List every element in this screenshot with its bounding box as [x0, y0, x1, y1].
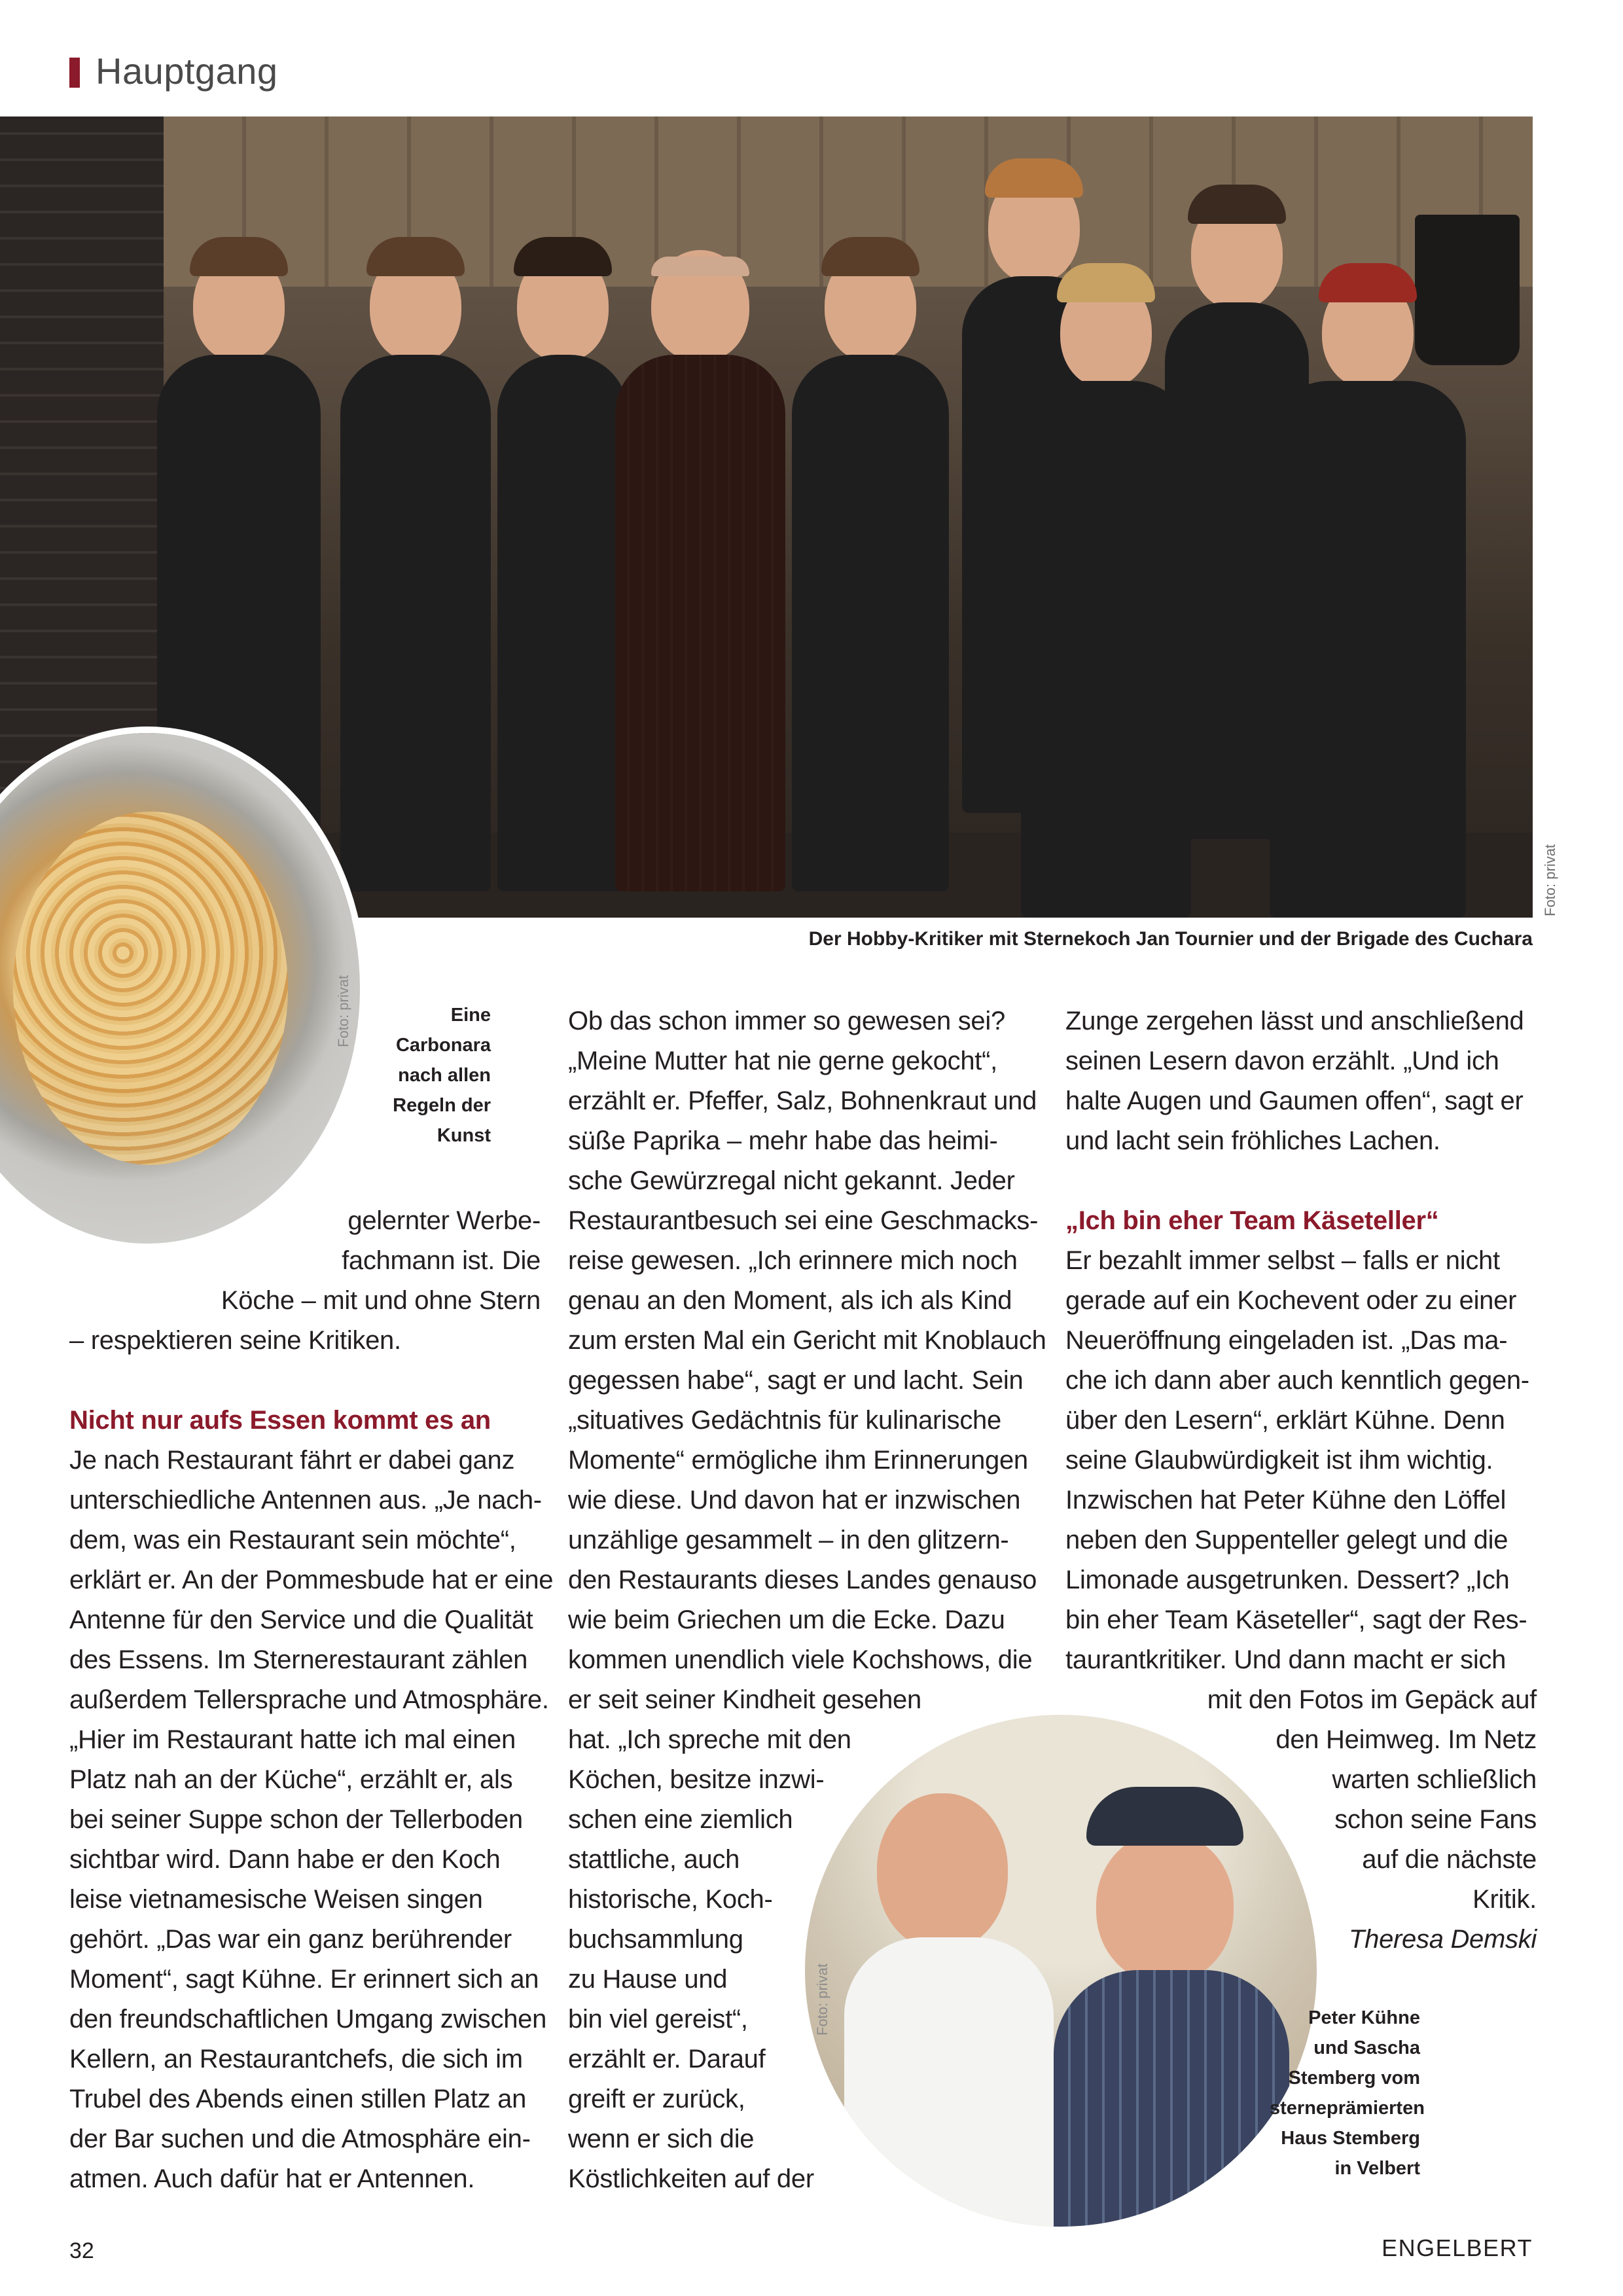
text-line: den Heimweg. Im Netz	[1275, 1725, 1537, 1754]
text-line: erzählt er. Darauf	[568, 2045, 766, 2073]
text-line: leise vietnamesische Weisen singen	[69, 1885, 483, 1914]
text-line: gelernter Werbe-	[348, 1206, 541, 1235]
text-line: Kritik.	[1472, 1885, 1537, 1914]
text-line: historische, Koch-	[568, 1885, 773, 1914]
text-line: warten schließlich	[1332, 1765, 1537, 1794]
person-figure	[340, 237, 491, 891]
caption-line: Stemberg vom	[1288, 2068, 1420, 2089]
text-line	[1065, 1161, 1537, 1201]
hero-photo-credit: Foto: privat	[1542, 844, 1558, 916]
text-line: dem, was ein Restaurant sein möchte“,	[69, 1526, 516, 1554]
person-figure	[497, 237, 628, 891]
text-line: Trubel des Abends einen stillen Platz an	[69, 2085, 527, 2113]
caption-line: Kunst	[437, 1125, 491, 1146]
text-line: hat. „Ich spreche mit den	[568, 1725, 851, 1754]
text-line: erzählt er. Pfeffer, Salz, Bohnenkraut und	[568, 1086, 1037, 1115]
text-line: kommen unendlich viele Kochshows, die	[568, 1645, 1033, 1674]
caption-line: sterneprämierten	[1270, 2098, 1425, 2119]
text-line: wie diese. Und davon hat er inzwischen	[568, 1486, 1021, 1515]
text-line: den freundschaftlichen Umgang zwischen	[69, 2005, 547, 2034]
portrait-photo	[805, 1715, 1317, 2227]
text-line: zu Hause und	[568, 1965, 728, 1994]
caption-line: Peter Kühne	[1308, 2007, 1420, 2028]
text-line: wenn er sich die	[568, 2125, 755, 2153]
subheading: Nicht nur aufs Essen kommt es an	[69, 1406, 491, 1435]
text-line: über den Lesern“, erklärt Kühne. Denn	[1065, 1406, 1505, 1435]
person-critic	[1054, 1787, 1276, 2227]
text-line: buchsammlung	[568, 1925, 743, 1954]
text-line: bin eher Team Käseteller“, sagt der Res-	[1065, 1605, 1527, 1634]
caption-line: und Sascha	[1313, 2037, 1420, 2058]
pasta	[13, 812, 288, 1165]
text-line: Limonade ausgetrunken. Dessert? „Ich	[1065, 1566, 1510, 1594]
text-line: Restaurantbesuch sei eine Geschmacks-	[568, 1206, 1039, 1235]
text-line: Moment“, sagt Kühne. Er erinnert sich an	[69, 1965, 539, 1994]
subheading: „Ich bin eher Team Käseteller“	[1065, 1206, 1439, 1235]
text-line: Köche – mit und ohne Stern	[221, 1286, 541, 1315]
caption-line: Carbonara	[395, 1035, 491, 1056]
text-line: unterschiedliche Antennen aus. „Je nach-	[69, 1486, 542, 1515]
text-line: auf die nächste	[1362, 1845, 1537, 1874]
text-line	[69, 1361, 541, 1401]
text-line: fachmann ist. Die	[342, 1246, 541, 1275]
text-line: seine Glaubwürdigkeit ist ihm wichtig.	[1065, 1446, 1493, 1475]
text-line: den Restaurants dieses Landes genauso	[568, 1566, 1037, 1594]
person-figure	[1270, 263, 1466, 918]
caption-line: Haus Stemberg	[1281, 2128, 1420, 2149]
plate-caption	[340, 1000, 491, 1151]
text-line: bin viel gereist“,	[568, 2005, 748, 2034]
person-figure-critic	[615, 257, 785, 891]
text-line: er seit seiner Kindheit gesehen	[568, 1685, 921, 1714]
magazine-name: ENGELBERT	[1382, 2234, 1533, 2261]
portrait-photo-credit: Foto: privat	[814, 1963, 830, 2036]
text-line: Neueröffnung eingeladen ist. „Das ma-	[1065, 1326, 1508, 1355]
text-line: gehört. „Das war ein ganz berührender	[69, 1925, 512, 1954]
text-line: che ich dann aber auch kenntlich gegen-	[1065, 1366, 1529, 1395]
section-title: Hauptgang	[96, 50, 278, 92]
caption-line: Eine	[450, 1005, 491, 1026]
text-line: neben den Suppenteller gelegt und die	[1065, 1526, 1508, 1554]
text-line: zum ersten Mal ein Gericht mit Knoblauch	[568, 1326, 1046, 1355]
text-line: Er bezahlt immer selbst – falls er nicht	[1065, 1246, 1500, 1275]
text-line: Je nach Restaurant fährt er dabei ganz	[69, 1446, 515, 1475]
text-line: stattliche, auch	[568, 1845, 740, 1874]
caption-line: nach allen	[398, 1065, 491, 1086]
page-number: 32	[69, 2238, 94, 2263]
plate-photo-credit: Foto: privat	[335, 975, 351, 1047]
text-line: „situatives Gedächtnis für kulinarische	[568, 1406, 1001, 1435]
text-line: schon seine Fans	[1334, 1805, 1537, 1834]
text-line: erklärt er. An der Pommesbude hat er eine	[69, 1566, 554, 1594]
text-line: Zunge zergehen lässt und anschließend	[1065, 1007, 1524, 1035]
text-line: Antenne für den Service und die Qualität	[69, 1605, 533, 1634]
text-line: greift er zurück,	[568, 2085, 745, 2113]
text-line: bei seiner Suppe schon der Tellerboden	[69, 1805, 523, 1834]
text-line: atmen. Auch dafür hat er Antennen.	[69, 2164, 475, 2193]
text-line: wie beim Griechen um die Ecke. Dazu	[568, 1605, 1005, 1634]
text-line: „Meine Mutter hat nie gerne gekocht“,	[568, 1047, 997, 1075]
text-line: außerdem Tellersprache und Atmosphäre.	[69, 1685, 549, 1714]
text-line: genau an den Moment, als ich als Kind	[568, 1286, 1012, 1315]
text-line: schen eine ziemlich	[568, 1805, 793, 1834]
text-line: sichtbar wird. Dann habe er den Koch	[69, 1845, 501, 1874]
person-chef	[844, 1793, 1041, 2227]
text-line: Ob das schon immer so gewesen sei?	[568, 1007, 1005, 1035]
text-line: unzählige gesammelt – in den glitzern-	[568, 1526, 1009, 1554]
text-line: halte Augen und Gaumen offen“, sagt er	[1065, 1086, 1524, 1115]
hero-caption: Der Hobby-Kritiker mit Sternekoch Jan Tournier und der Brigade des Cuchara	[808, 928, 1533, 950]
text-line: gerade auf ein Kochevent oder zu einer	[1065, 1286, 1517, 1315]
text-line: – respektieren seine Kritiken.	[69, 1326, 401, 1355]
author-name: Theresa Demski	[1349, 1925, 1537, 1954]
text-line: Platz nah an der Küche“, erzählt er, als	[69, 1765, 513, 1794]
text-line: gegessen habe“, sagt er und lacht. Sein	[568, 1366, 1024, 1395]
text-line: Momente“ ermögliche ihm Erinnerungen	[568, 1446, 1028, 1475]
text-line: und lacht sein fröhliches Lachen.	[1065, 1126, 1440, 1155]
article-column-1	[69, 1201, 554, 2199]
text-line: des Essens. Im Sternerestaurant zählen	[69, 1645, 528, 1674]
text-line: Köchen, besitze inzwi-	[568, 1765, 825, 1794]
text-line: Köstlichkeiten auf der	[568, 2164, 814, 2193]
caption-line: Regeln der	[393, 1095, 491, 1116]
text-line: taurantkritiker. Und dann macht er sich	[1065, 1645, 1507, 1674]
text-line: der Bar suchen und die Atmosphäre ein-	[69, 2125, 531, 2153]
text-line: reise gewesen. „Ich erinnere mich noch	[568, 1246, 1018, 1275]
caption-line: in Velbert	[1334, 2158, 1420, 2179]
portrait-caption	[1270, 2003, 1425, 2183]
person-figure	[792, 237, 949, 891]
text-line: seinen Lesern davon erzählt. „Und ich	[1065, 1047, 1499, 1075]
text-line: Inzwischen hat Peter Kühne den Löffel	[1065, 1486, 1507, 1515]
text-line: mit den Fotos im Gepäck auf	[1207, 1685, 1537, 1714]
text-line: sche Gewürzregal nicht gekannt. Jeder	[568, 1166, 1015, 1195]
text-line: „Hier im Restaurant hatte ich mal einen	[69, 1725, 516, 1754]
text-line: süße Paprika – mehr habe das heimi-	[568, 1126, 998, 1155]
section-accent-bar	[69, 58, 80, 88]
text-line: Kellern, an Restaurantchefs, die sich im	[69, 2045, 523, 2073]
